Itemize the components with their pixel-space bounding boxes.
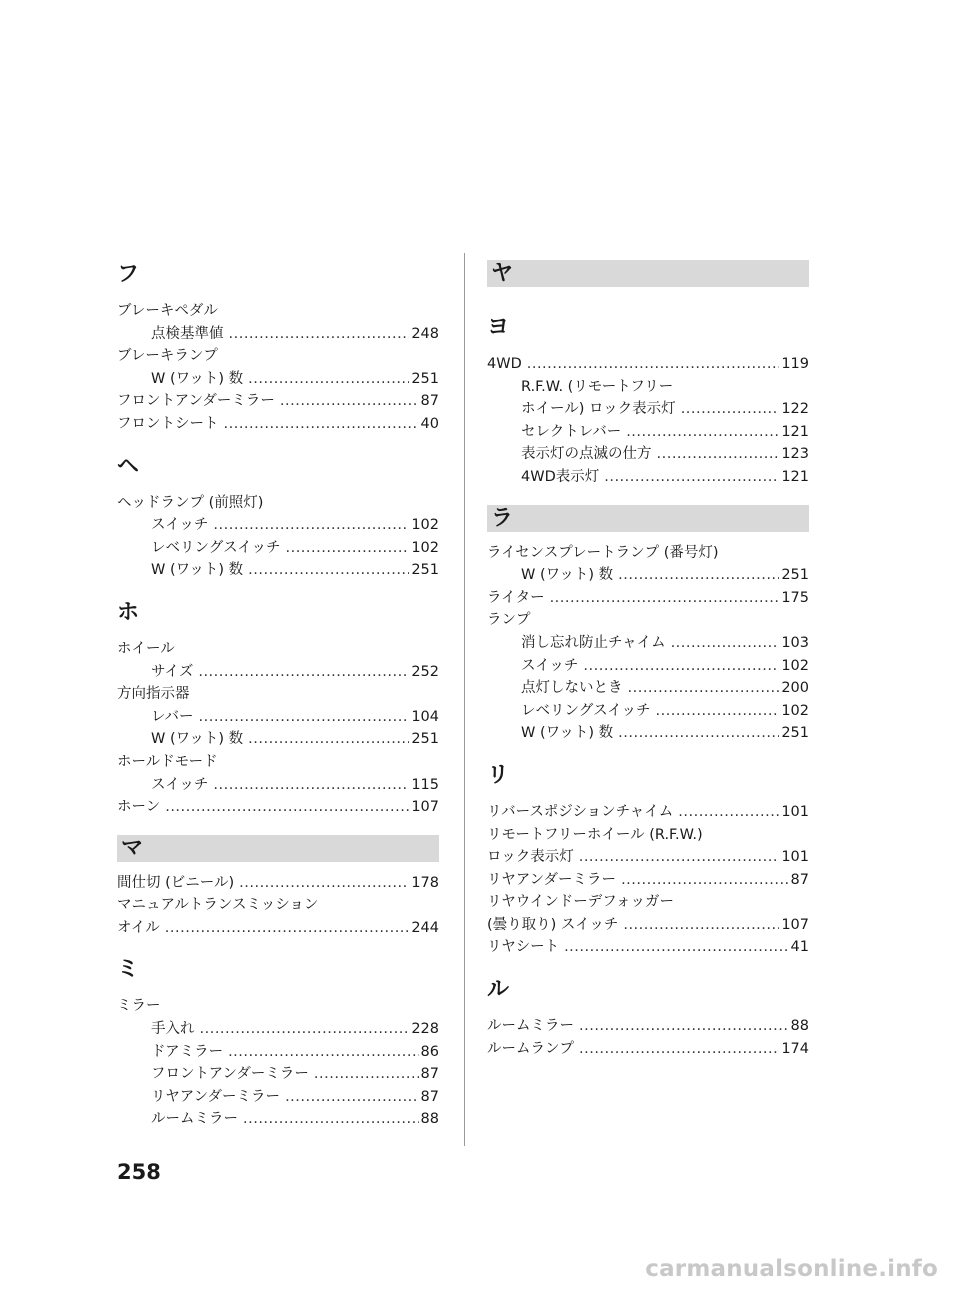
section-heading-ma: マ	[117, 835, 439, 862]
entry-label: リヤアンダーミラー	[151, 1088, 281, 1105]
entry-label: 方向指示器	[117, 686, 190, 703]
index-entry	[487, 1015, 809, 1038]
dot-leader	[314, 1063, 419, 1086]
entry-label: リモートフリーホイール (R.F.W.)	[487, 826, 703, 843]
dot-leader	[213, 514, 409, 537]
index-subentry	[117, 559, 439, 582]
entry-label: フロントアンダーミラー	[117, 393, 275, 410]
index-entry	[117, 683, 439, 706]
entry-label: リヤシート	[487, 939, 560, 956]
entry-page: 228	[411, 1021, 439, 1038]
entry-label: ミラー	[117, 998, 161, 1015]
entry-page: 102	[781, 702, 809, 719]
dot-leader	[681, 398, 780, 421]
entry-page: 174	[781, 1040, 809, 1057]
entry-label: ホールドモード	[117, 753, 218, 770]
entry-page: 121	[781, 423, 809, 440]
entry-label: ホーン	[117, 799, 161, 816]
entry-label: 表示灯の点滅の仕方	[521, 446, 652, 463]
index-entry	[117, 917, 439, 940]
entry-page: 87	[790, 871, 809, 888]
entry-label: 間仕切 (ビニール)	[117, 874, 235, 891]
index-entry	[487, 542, 809, 565]
index-subentry	[117, 514, 439, 537]
section-heading-fu: フ	[117, 262, 140, 287]
index-entry	[117, 345, 439, 368]
index-entry	[487, 914, 809, 937]
entry-label: (曇り取り) スイッチ	[487, 916, 619, 933]
index-entry	[117, 894, 439, 917]
dot-leader	[285, 1086, 418, 1109]
index-subentry	[117, 1108, 439, 1131]
dot-leader	[564, 936, 788, 959]
entry-page: 251	[411, 562, 439, 579]
entry-label: レバー	[151, 708, 194, 725]
entry-label: ルームミラー	[487, 1018, 574, 1035]
index-subentry	[487, 421, 809, 444]
index-entry	[117, 872, 439, 895]
entry-page: 104	[411, 708, 439, 725]
entry-page: 123	[781, 446, 809, 463]
index-subentry	[117, 1041, 439, 1064]
entry-page: 101	[781, 849, 809, 866]
entry-page: 102	[411, 517, 439, 534]
entry-page: 244	[411, 919, 439, 936]
entry-label: W (ワット) 数	[151, 731, 244, 748]
entry-label: リバースポジションチャイム	[487, 803, 674, 820]
index-subentry	[117, 537, 439, 560]
column-divider	[464, 253, 465, 1146]
index-entry	[487, 869, 809, 892]
index-subentry	[487, 677, 809, 700]
dot-leader	[655, 700, 779, 723]
index-subentry	[117, 706, 439, 729]
index-entry	[487, 891, 809, 914]
entry-label: セレクトレバー	[521, 423, 622, 440]
entry-label: ブレーキランプ	[117, 348, 218, 365]
entry-page: 248	[411, 325, 439, 342]
entry-page: 251	[411, 370, 439, 387]
entry-page: 251	[411, 731, 439, 748]
entry-page: 175	[781, 589, 809, 606]
entry-label: 手入れ	[151, 1021, 195, 1038]
dot-leader	[239, 872, 409, 895]
entry-label: スイッチ	[521, 657, 579, 674]
index-subentry	[487, 466, 809, 489]
entry-label: 4WD表示灯	[521, 468, 600, 485]
index-entry	[487, 609, 809, 632]
index-entry	[487, 824, 809, 847]
dot-leader	[678, 801, 779, 824]
dot-leader	[604, 466, 779, 489]
entry-page: 101	[781, 803, 809, 820]
dot-leader	[623, 914, 779, 937]
dot-leader	[583, 655, 779, 678]
index-entry	[117, 638, 439, 661]
section-heading-ho: ホ	[117, 599, 140, 625]
dot-leader	[200, 1018, 410, 1041]
index-subentry	[487, 376, 809, 399]
entry-label: 点灯しないとき	[521, 680, 623, 697]
section-heading-he: ヘ	[117, 453, 140, 479]
entry-label: ルームミラー	[151, 1111, 238, 1128]
dot-leader	[285, 537, 409, 560]
dot-leader	[626, 421, 779, 444]
index-entry	[487, 846, 809, 869]
entry-page: 87	[420, 393, 439, 410]
dot-leader	[628, 677, 780, 700]
page-number: 258	[117, 1160, 161, 1184]
section-heading-ya: ヤ	[487, 260, 809, 287]
index-subentry	[487, 443, 809, 466]
entry-page: 102	[411, 539, 439, 556]
dot-leader	[657, 443, 780, 466]
index-subentry	[117, 368, 439, 391]
index-subentry	[117, 1086, 439, 1109]
entry-label: 4WD	[487, 356, 522, 372]
index-subentry	[117, 728, 439, 751]
entry-label: フロントアンダーミラー	[151, 1066, 309, 1083]
index-subentry	[117, 1018, 439, 1041]
dot-leader	[579, 1015, 789, 1038]
index-entry	[487, 936, 809, 959]
dot-leader	[229, 323, 410, 346]
dot-leader	[199, 706, 410, 729]
entry-page: 119	[781, 356, 809, 372]
entry-page: 88	[420, 1111, 439, 1128]
dot-leader	[671, 632, 780, 655]
entry-label: フロントシート	[117, 415, 219, 432]
dot-leader	[248, 728, 409, 751]
index-entry	[487, 1038, 809, 1061]
entry-label: サイズ	[151, 663, 194, 680]
dot-leader	[618, 722, 779, 745]
entry-page: 121	[781, 468, 809, 485]
entry-label: R.F.W. (リモートフリー	[521, 378, 674, 395]
entry-label: ロック表示灯	[487, 849, 574, 866]
index-entry	[117, 995, 439, 1018]
entry-page: 40	[420, 415, 439, 432]
dot-leader	[228, 1041, 418, 1064]
entry-label: ドアミラー	[151, 1043, 224, 1060]
dot-leader	[280, 390, 419, 413]
dot-leader	[198, 661, 409, 684]
entry-label: W (ワット) 数	[151, 562, 244, 579]
entry-page: 122	[781, 401, 809, 418]
entry-label: ライセンスプレートランプ (番号灯)	[487, 544, 719, 561]
dot-leader	[243, 1108, 419, 1131]
dot-leader	[248, 368, 409, 391]
entry-page: 107	[781, 916, 809, 933]
dot-leader	[527, 353, 780, 376]
entry-label: 点検基準値	[151, 325, 224, 342]
entry-label: W (ワット) 数	[521, 567, 614, 584]
entry-label: ホイール	[117, 640, 175, 657]
entry-page: 103	[781, 634, 809, 651]
dot-leader	[165, 796, 409, 819]
dot-leader	[621, 869, 788, 892]
index-subentry	[487, 700, 809, 723]
entry-page: 251	[781, 725, 809, 742]
entry-label: ブレーキペダル	[117, 303, 218, 319]
entry-page: 102	[781, 657, 809, 674]
entry-label: レベリングスイッチ	[521, 702, 651, 719]
dot-leader	[579, 846, 780, 869]
entry-label: ルームランプ	[487, 1040, 574, 1057]
dot-leader	[579, 1038, 779, 1061]
index-column-left	[117, 258, 439, 1131]
index-subentry	[117, 323, 439, 346]
entry-page: 178	[411, 874, 439, 891]
entry-page: 200	[781, 680, 809, 697]
entry-page: 115	[411, 776, 439, 793]
entry-label: リヤアンダーミラー	[487, 871, 617, 888]
index-subentry	[487, 398, 809, 421]
dot-leader	[618, 564, 779, 587]
entry-page: 41	[790, 939, 809, 956]
entry-label: レベリングスイッチ	[151, 539, 281, 556]
entry-page: 86	[420, 1043, 439, 1060]
index-column-right	[487, 258, 809, 1060]
dot-leader	[213, 774, 409, 797]
index-entry	[117, 413, 439, 436]
entry-label: リヤウインドーデフォッガー	[487, 894, 675, 911]
entry-page: 107	[411, 799, 439, 816]
dot-leader	[248, 559, 409, 582]
index-entry	[117, 300, 439, 323]
index-subentry	[487, 722, 809, 745]
section-heading-mi: ミ	[117, 957, 140, 983]
index-entry	[117, 751, 439, 774]
index-entry	[487, 587, 809, 610]
entry-label: マニュアルトランスミッション	[117, 897, 319, 914]
index-subentry	[487, 632, 809, 655]
entry-label: ランプ	[487, 612, 531, 629]
entry-label: ホイール) ロック表示灯	[521, 401, 676, 418]
index-entry	[487, 353, 809, 376]
entry-label: ライター	[487, 589, 545, 606]
entry-page: 88	[790, 1018, 809, 1035]
index-entry	[117, 492, 439, 515]
index-subentry	[117, 1063, 439, 1086]
entry-page: 87	[420, 1066, 439, 1083]
entry-label: W (ワット) 数	[521, 725, 614, 742]
index-entry	[117, 390, 439, 413]
index-subentry	[487, 564, 809, 587]
index-entry	[487, 801, 809, 824]
section-heading-yo: ヨ	[487, 315, 510, 340]
section-heading-ri: リ	[487, 762, 510, 788]
entry-label: W (ワット) 数	[151, 370, 244, 387]
entry-label: オイル	[117, 919, 160, 936]
index-subentry	[117, 661, 439, 684]
index-subentry	[487, 655, 809, 678]
entry-label: ヘッドランプ (前照灯)	[117, 494, 264, 511]
index-entry	[117, 796, 439, 819]
entry-label: スイッチ	[151, 517, 209, 534]
entry-page: 251	[781, 567, 809, 584]
dot-leader	[550, 587, 780, 610]
dot-leader	[224, 413, 419, 436]
entry-page: 87	[420, 1088, 439, 1105]
entry-label: 消し忘れ防止チャイム	[521, 634, 666, 651]
watermark: carmanualsonline.info	[645, 1256, 938, 1282]
section-heading-ru: ル	[487, 977, 510, 1003]
entry-page: 252	[411, 663, 439, 680]
dot-leader	[165, 917, 410, 940]
entry-label: スイッチ	[151, 776, 209, 793]
section-heading-ra: ラ	[487, 505, 809, 532]
index-subentry	[117, 774, 439, 797]
